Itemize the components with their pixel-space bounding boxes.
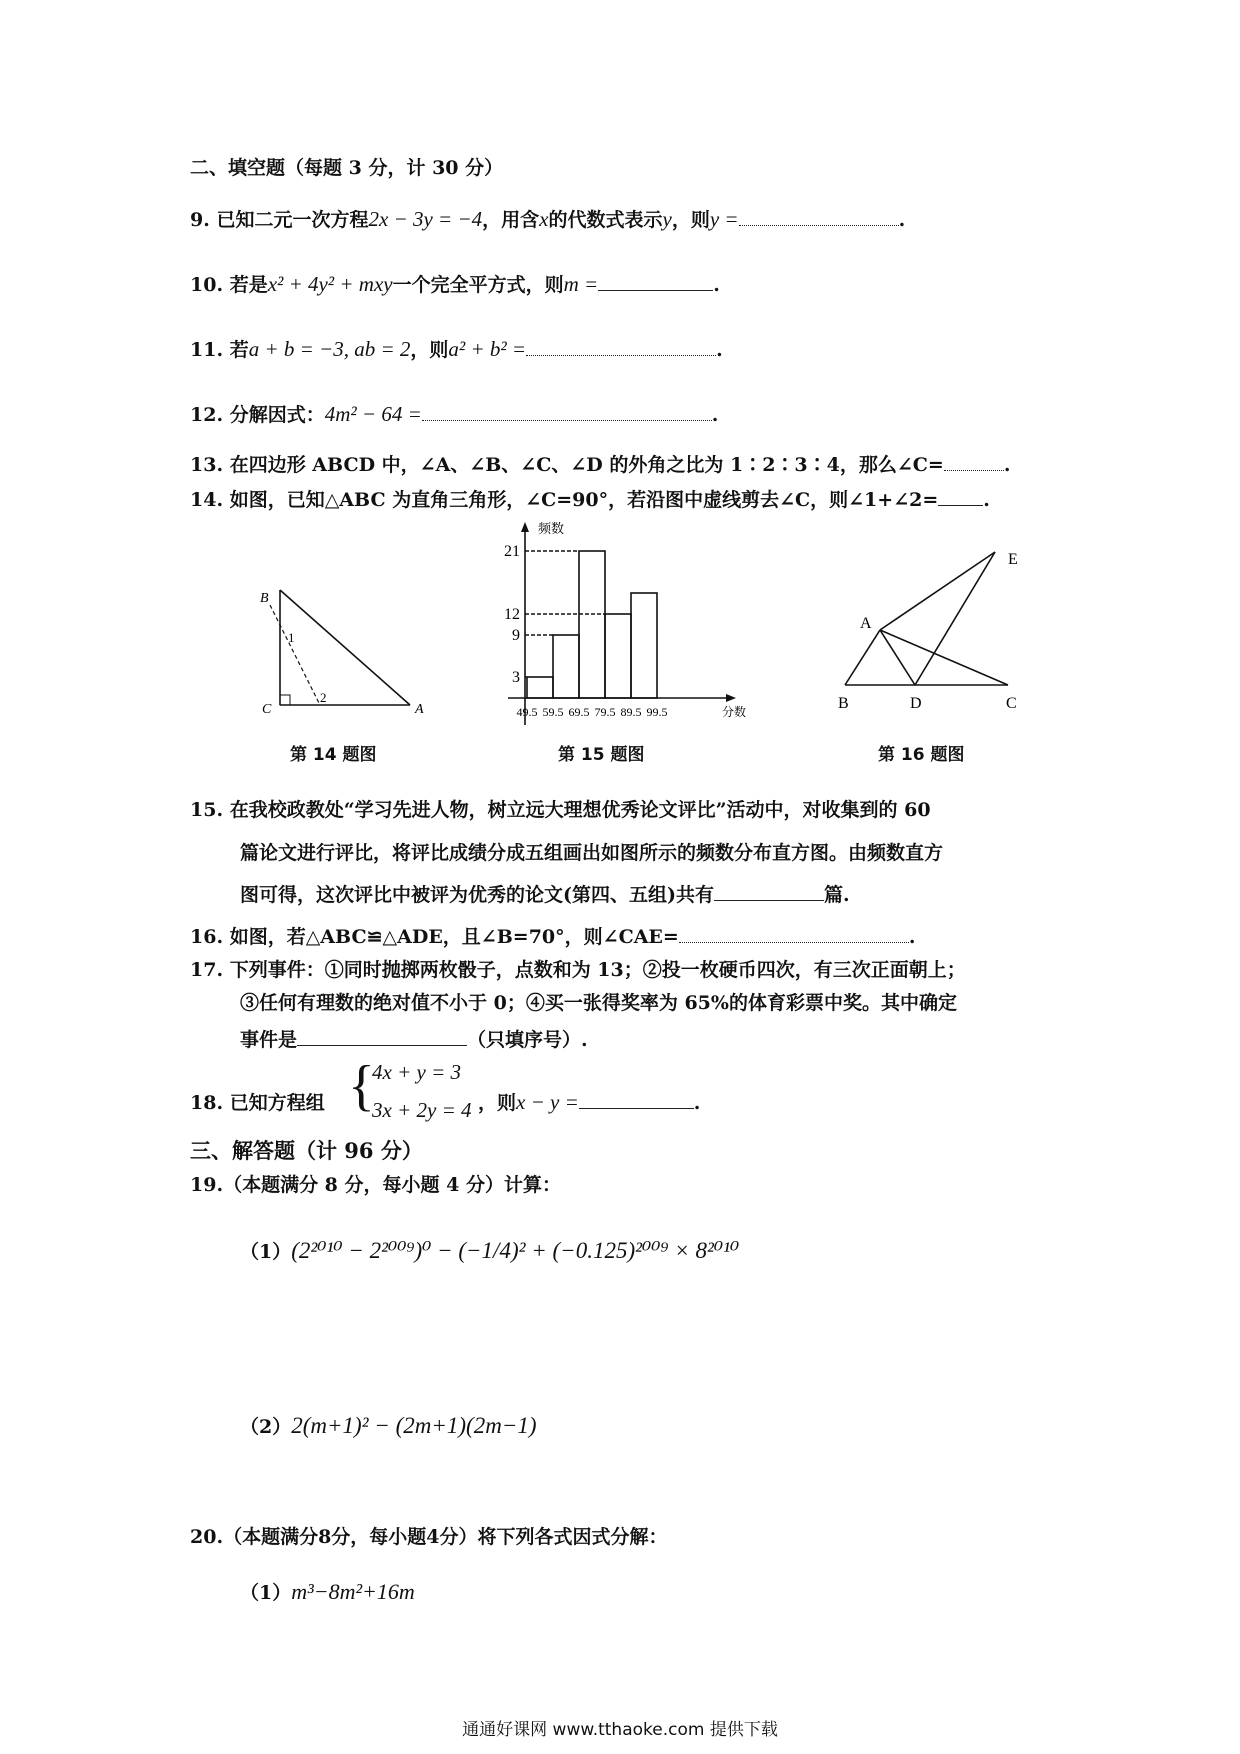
label-A: A bbox=[415, 702, 424, 717]
question-text: 下列事件：①同时抛掷两枚骰子，点数和为 13；②投一枚硬币四次，有三次正面朝上； bbox=[229, 959, 966, 981]
question-text: 的代数式表示 bbox=[548, 209, 663, 231]
question-19-part-1 bbox=[240, 1237, 739, 1264]
period: . bbox=[713, 274, 720, 296]
answer-blank[interactable] bbox=[944, 452, 1004, 471]
question-text: ，则 bbox=[410, 339, 449, 361]
y-tick-label: 9 bbox=[512, 627, 520, 644]
question-text: ，用含 bbox=[482, 209, 540, 231]
period: . bbox=[693, 1092, 701, 1114]
expression: a² + b² = bbox=[448, 337, 527, 361]
answer-blank[interactable] bbox=[422, 402, 712, 421]
answer-blank[interactable] bbox=[598, 272, 713, 291]
question-text: 已知方程组 bbox=[229, 1092, 325, 1114]
question-16 bbox=[190, 922, 915, 949]
section-title: 二、填空题（每题 3 分，计 30 分） bbox=[190, 157, 504, 179]
question-number: 18. bbox=[190, 1092, 224, 1114]
section-title: 三、解答题（计 96 分） bbox=[190, 1138, 423, 1163]
question-14 bbox=[190, 485, 990, 512]
answer-blank[interactable] bbox=[526, 337, 716, 356]
expression: 2(m+1)² − (2m+1)(2m−1) bbox=[291, 1413, 537, 1438]
x-tick-label: 79.5 bbox=[594, 705, 616, 719]
question-19-part-2 bbox=[240, 1412, 537, 1439]
angle-1-label: 1 bbox=[288, 630, 295, 645]
answer-blank[interactable] bbox=[679, 924, 909, 943]
part-label: （2） bbox=[240, 1416, 292, 1438]
question-text: 在四边形 ABCD 中，∠A、∠B、∠C、∠D 的外角之比为 1∶2∶3∶4，那么∠C= bbox=[229, 454, 944, 476]
period: . bbox=[711, 404, 719, 426]
answer-blank[interactable] bbox=[579, 1090, 694, 1109]
question-17-line-3 bbox=[240, 1025, 588, 1052]
question-text: 分解因式： bbox=[229, 404, 325, 426]
question-19 bbox=[190, 1170, 561, 1197]
label-A: A bbox=[860, 615, 872, 632]
x-axis-unit: 分数 bbox=[722, 705, 747, 719]
condition: a + b = −3, ab = 2 bbox=[248, 337, 411, 361]
variable: y bbox=[662, 207, 672, 231]
x-tick-label: 99.5 bbox=[646, 705, 668, 719]
question-number: 20. bbox=[190, 1526, 224, 1548]
question-15-line-2: 篇论文进行评比，将评比成绩分成五组画出如图所示的频数分布直方图。由频数直方 bbox=[240, 842, 944, 864]
question-text: 篇. bbox=[823, 884, 850, 906]
x-axis-arrow bbox=[726, 694, 736, 702]
question-text: （只填序号）. bbox=[467, 1029, 588, 1051]
question-17 bbox=[190, 955, 966, 982]
question-text: 如图，已知△ABC 为直角三角形，∠C=90°，若沿图中虚线剪去∠C，则∠1+∠2= bbox=[229, 489, 939, 511]
question-number: 16. bbox=[190, 926, 224, 948]
question-11 bbox=[190, 335, 723, 362]
question-number: 14. bbox=[190, 489, 224, 511]
answer-blank[interactable] bbox=[739, 207, 899, 226]
question-10 bbox=[190, 270, 720, 297]
part-label: （1） bbox=[240, 1582, 292, 1604]
period: . bbox=[898, 209, 906, 231]
expression: m³−8m²+16m bbox=[291, 1579, 415, 1604]
histogram-bar bbox=[605, 614, 631, 698]
question-12 bbox=[190, 400, 718, 427]
question-text: 已知二元一次方程 bbox=[216, 209, 369, 231]
expression: x − y = bbox=[516, 1090, 579, 1114]
label-D: D bbox=[910, 695, 922, 712]
question-number: 9. bbox=[190, 209, 210, 231]
figure-15-histogram bbox=[490, 520, 780, 730]
question-text: 若是 bbox=[229, 274, 268, 296]
question-number: 10. bbox=[190, 274, 224, 296]
period: . bbox=[1003, 454, 1011, 476]
period: . bbox=[716, 339, 723, 361]
question-18-prefix bbox=[190, 1088, 325, 1115]
question-13 bbox=[190, 450, 1010, 477]
label-B: B bbox=[260, 591, 269, 606]
question-text: （本题满分8分，每小题4分）将下列各式因式分解： bbox=[223, 1526, 668, 1548]
label-B: B bbox=[838, 695, 849, 712]
part-label: （1） bbox=[240, 1241, 292, 1263]
answer-lhs: y = bbox=[709, 207, 739, 231]
histogram-bar bbox=[553, 635, 579, 698]
figure-16-caption: 第 16 题图 bbox=[878, 745, 965, 765]
angle-2-label: 2 bbox=[320, 690, 327, 705]
y-tick-label: 21 bbox=[504, 543, 520, 560]
equation-2: 3x + 2y = 4 bbox=[372, 1098, 472, 1122]
question-15-line-3 bbox=[240, 880, 850, 907]
question-20-part-1 bbox=[240, 1578, 415, 1605]
equation-1: 4x + y = 3 bbox=[372, 1060, 461, 1084]
histogram-bar bbox=[527, 677, 553, 698]
question-text: 事件是 bbox=[240, 1029, 298, 1051]
question-text: 若 bbox=[229, 339, 249, 361]
histogram-bar bbox=[631, 593, 657, 698]
answer-blank[interactable] bbox=[714, 882, 824, 901]
question-number: 11. bbox=[190, 339, 224, 361]
question-text: 图可得，这次评比中被评为优秀的论文(第四、五组)共有 bbox=[240, 884, 714, 906]
y-tick-label: 3 bbox=[512, 669, 520, 686]
question-text: 如图，若△ABC≌△ADE，且∠B=70°，则∠CAE= bbox=[229, 926, 679, 948]
histogram-bar bbox=[579, 551, 605, 698]
question-20 bbox=[190, 1522, 668, 1549]
figure-16-triangles bbox=[830, 540, 1030, 720]
label-C: C bbox=[1006, 695, 1017, 712]
brace: { bbox=[348, 1055, 375, 1117]
expression: (2²⁰¹⁰ − 2²⁰⁰⁹)⁰ − (−1/4)² + (−0.125)²⁰⁰⁹ × 8²⁰¹⁰ bbox=[291, 1238, 740, 1263]
question-number: 13. bbox=[190, 454, 224, 476]
label-C: C bbox=[262, 702, 272, 717]
figure-14-caption: 第 14 题图 bbox=[290, 745, 377, 765]
footer-download-notice: 通通好课网 www.tthaoke.com 提供下载 bbox=[462, 1720, 778, 1740]
answer-blank[interactable] bbox=[297, 1027, 467, 1046]
period: . bbox=[983, 489, 990, 511]
equation: 2x − 3y = −4 bbox=[368, 207, 483, 231]
x-tick-label: 69.5 bbox=[568, 705, 590, 719]
question-17-line-2: ③任何有理数的绝对值不小于 0；④买一张得奖率为 65%的体育彩票中奖。其中确定 bbox=[240, 992, 957, 1014]
x-tick-label: 49.5 bbox=[516, 705, 538, 719]
question-text: 在我校政教处“学习先进人物，树立远大理想优秀论文评比”活动中，对收集到的 60 bbox=[229, 799, 931, 821]
question-number: 19. bbox=[190, 1174, 224, 1196]
y-axis-label: 频数 bbox=[538, 522, 565, 537]
question-text: ，则 bbox=[478, 1092, 517, 1114]
expression: x² + 4y² + mxy bbox=[267, 272, 393, 296]
answer-blank[interactable] bbox=[938, 487, 983, 506]
figure-14-triangle bbox=[250, 580, 450, 720]
variable: x bbox=[539, 207, 549, 231]
y-tick-label: 12 bbox=[504, 606, 520, 623]
x-tick-label: 89.5 bbox=[620, 705, 642, 719]
x-tick-label: 59.5 bbox=[542, 705, 564, 719]
answer-lhs: m = bbox=[563, 272, 599, 296]
y-axis-arrow bbox=[521, 522, 529, 532]
figure-15-caption: 第 15 题图 bbox=[558, 745, 645, 765]
question-18-suffix bbox=[478, 1088, 700, 1115]
period: . bbox=[908, 926, 916, 948]
expression: 4m² − 64 = bbox=[324, 402, 422, 426]
label-E: E bbox=[1008, 551, 1018, 568]
question-number: 17. bbox=[190, 959, 224, 981]
question-number: 12. bbox=[190, 404, 224, 426]
question-number: 15. bbox=[190, 799, 224, 821]
question-text: （本题满分 8 分，每小题 4 分）计算： bbox=[223, 1174, 561, 1196]
question-15 bbox=[190, 795, 931, 822]
question-text: 一个完全平方式，则 bbox=[392, 274, 564, 296]
question-9 bbox=[190, 205, 905, 232]
question-text: ，则 bbox=[671, 209, 710, 231]
